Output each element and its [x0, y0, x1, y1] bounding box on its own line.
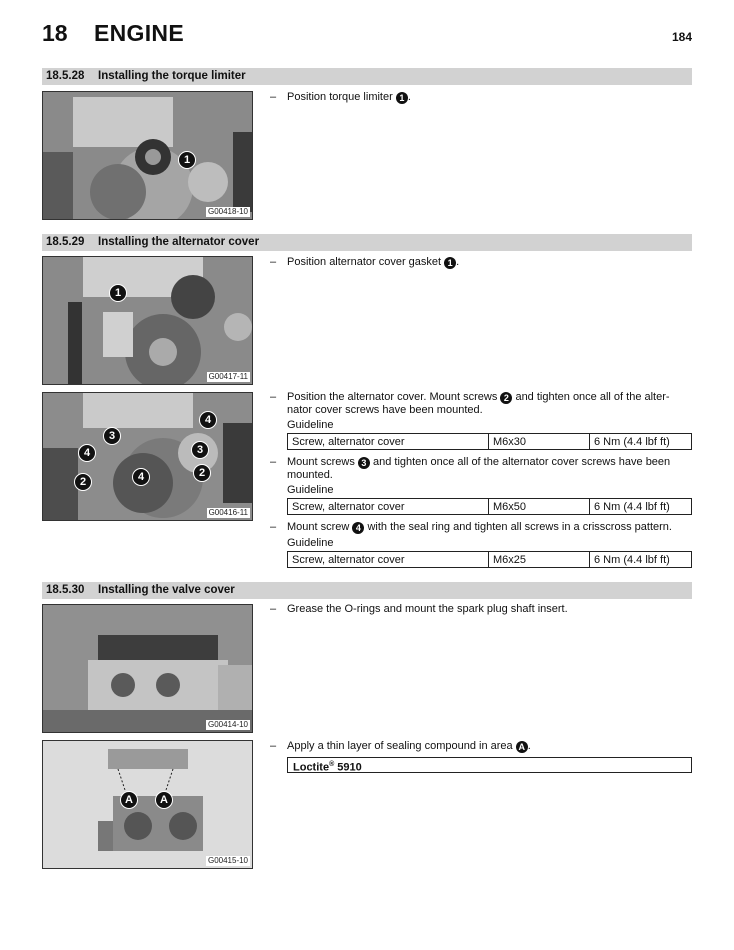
bullet-dash: –	[270, 91, 277, 103]
step-text-end: and tighten once all of the alternator cover screws have been	[369, 456, 671, 468]
spec-torque: 6 Nm (4.4 lbf ft)	[590, 499, 692, 515]
instruction-step	[270, 456, 690, 482]
step-text-end: and tighten once all of the alter-	[512, 391, 670, 403]
section-number: 18.5.28	[46, 70, 85, 82]
section-heading	[42, 68, 692, 85]
engine-photo	[42, 604, 253, 733]
spec-torque: 6 Nm (4.4 lbf ft)	[590, 552, 692, 568]
callout-marker: 2	[500, 392, 512, 404]
bullet-dash: –	[270, 603, 277, 615]
chapter-number: 18	[42, 20, 68, 46]
step-text-end: .	[527, 740, 531, 752]
image-code: G00418-10	[207, 207, 248, 216]
step-text-cont: mounted.	[287, 469, 333, 481]
spec-name: Screw, alternator cover	[288, 499, 489, 515]
callout-marker: 4	[132, 468, 150, 486]
callout-marker: 1	[444, 257, 456, 269]
loctite-name: Loctite	[293, 761, 330, 774]
bullet-dash: –	[270, 740, 277, 752]
callout-marker: 1	[396, 92, 408, 104]
callout-marker: A	[155, 791, 173, 809]
callout-marker: 4	[199, 411, 217, 429]
loctite-number: 5910	[334, 761, 362, 774]
callout-marker: 1	[109, 284, 127, 302]
step-text: Grease the O-rings and mount the spark plug shaft insert.	[287, 603, 568, 615]
step-text: Apply a thin layer of sealing compound in area	[287, 740, 516, 752]
spec-thread: M6x50	[489, 499, 590, 515]
step-text: Mount screw	[287, 521, 353, 533]
step-text-end: .	[407, 91, 411, 103]
guideline-label: Guideline	[287, 537, 334, 549]
guideline-label: Guideline	[287, 484, 334, 496]
page-number: 184	[671, 30, 692, 44]
step-text: Position torque limiter	[287, 91, 396, 103]
step-text-end: with the seal ring and tighten all screws in a crisscross pattern.	[364, 521, 672, 533]
spec-table	[287, 433, 692, 450]
callout-marker: 4	[78, 444, 96, 462]
callout-marker: 2	[74, 473, 92, 491]
section-title: Installing the valve cover	[98, 584, 235, 596]
section-heading	[42, 234, 692, 251]
instruction-step	[270, 391, 690, 417]
section-number: 18.5.29	[46, 236, 85, 248]
section-title: Installing the torque limiter	[98, 70, 246, 82]
engine-photo	[42, 91, 253, 220]
spec-thread: M6x30	[489, 434, 590, 450]
spec-name: Screw, alternator cover	[288, 552, 489, 568]
image-code: G00417-11	[208, 372, 248, 381]
callout-marker: 1	[178, 151, 196, 169]
guideline-label: Guideline	[287, 419, 334, 431]
step-text: Position the alternator cover. Mount screws	[287, 391, 501, 403]
loctite-box	[287, 757, 692, 773]
callout-marker: A	[516, 741, 528, 753]
bullet-dash: –	[270, 391, 277, 403]
table-row	[288, 499, 692, 515]
bullet-dash: –	[270, 456, 277, 468]
engine-photo	[42, 256, 253, 385]
spec-name: Screw, alternator cover	[288, 434, 489, 450]
step-text: Position alternator cover gasket	[287, 256, 445, 268]
callout-marker: 4	[352, 522, 364, 534]
section-title: Installing the alternator cover	[98, 236, 260, 248]
chapter-title: ENGINE	[94, 20, 184, 46]
section-heading	[42, 582, 692, 599]
callout-marker: A	[120, 791, 138, 809]
spec-torque: 6 Nm (4.4 lbf ft)	[590, 434, 692, 450]
table-row	[288, 434, 692, 450]
image-code: G00414-10	[207, 720, 248, 729]
image-code: G00415-10	[207, 856, 248, 865]
engine-photo	[42, 740, 253, 869]
spec-table	[287, 498, 692, 515]
registered-mark: ®	[329, 761, 335, 768]
table-row	[288, 552, 692, 568]
section-number: 18.5.30	[46, 584, 85, 596]
callout-marker: 2	[193, 464, 211, 482]
bullet-dash: –	[270, 256, 277, 268]
step-text-end: .	[456, 256, 460, 268]
callout-marker: 3	[103, 427, 121, 445]
image-code: G00416-11	[208, 508, 248, 517]
bullet-dash: –	[270, 521, 277, 533]
callout-marker: 3	[358, 457, 370, 469]
spec-thread: M6x25	[489, 552, 590, 568]
spec-table	[287, 551, 692, 568]
step-text: Mount screws	[287, 456, 358, 468]
engine-photo	[42, 392, 253, 521]
callout-marker: 3	[191, 441, 209, 459]
step-text-cont: nator cover screws have been mounted.	[287, 404, 483, 416]
